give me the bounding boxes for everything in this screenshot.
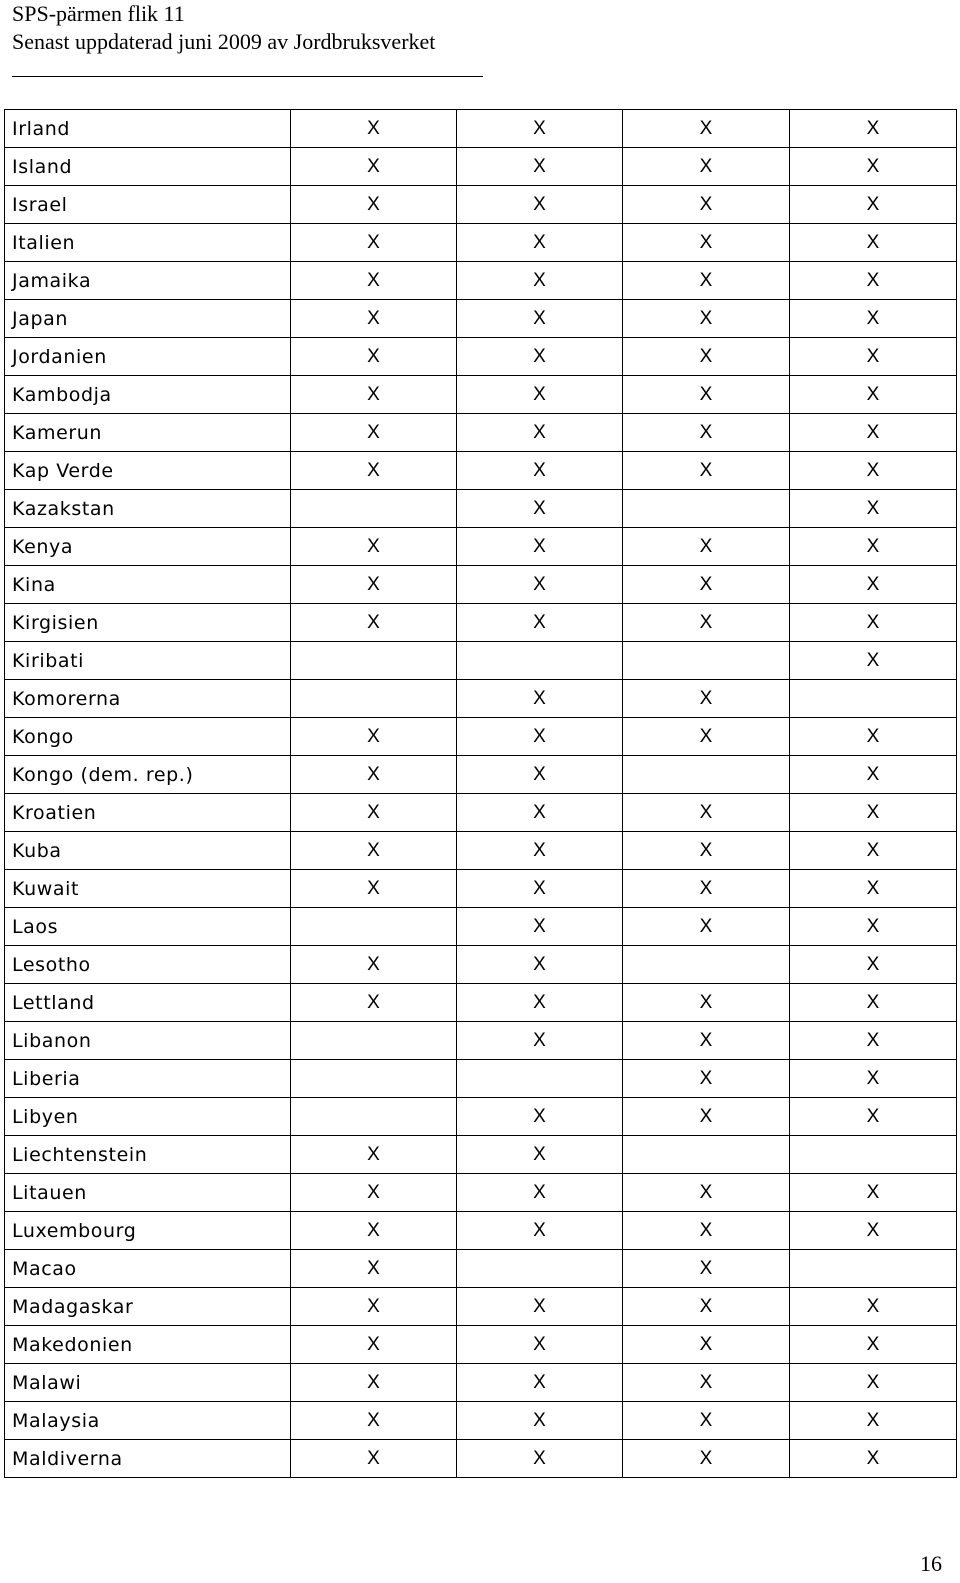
mark-cell-col-3: X — [623, 262, 790, 300]
country-name: Kirgisien — [5, 604, 291, 642]
mark-cell-col-2: X — [457, 528, 623, 566]
mark-cell-col-1: X — [291, 262, 457, 300]
mark-cell-col-2: X — [457, 1440, 623, 1478]
mark-cell-col-3: X — [623, 1250, 790, 1288]
header-document-title: SPS-pärmen flik 11 — [12, 1, 185, 26]
mark-cell-col-1: X — [291, 566, 457, 604]
country-name: Komorerna — [5, 680, 291, 718]
mark-cell-col-2: X — [457, 870, 623, 908]
mark-cell-col-4: X — [790, 946, 957, 984]
mark-cell-col-1: X — [291, 984, 457, 1022]
mark-cell-col-2: X — [457, 604, 623, 642]
mark-cell-col-2: X — [457, 262, 623, 300]
mark-cell-col-3: X — [623, 414, 790, 452]
mark-cell-col-3: X — [623, 1060, 790, 1098]
mark-cell-col-3: X — [623, 186, 790, 224]
table-row — [5, 1174, 957, 1212]
country-name: Liechtenstein — [5, 1136, 291, 1174]
mark-cell-col-1: X — [291, 224, 457, 262]
mark-cell-col-1 — [291, 490, 457, 528]
country-name: Malawi — [5, 1364, 291, 1402]
mark-cell-col-3: X — [623, 148, 790, 186]
mark-cell-col-2: X — [457, 452, 623, 490]
table-row — [5, 1326, 957, 1364]
mark-cell-col-3: X — [623, 566, 790, 604]
mark-cell-col-4: X — [790, 1440, 957, 1478]
table-row — [5, 984, 957, 1022]
mark-cell-col-2: X — [457, 946, 623, 984]
mark-cell-col-4: X — [790, 794, 957, 832]
mark-cell-col-1: X — [291, 376, 457, 414]
mark-cell-col-4: X — [790, 908, 957, 946]
mark-cell-col-2: X — [457, 490, 623, 528]
mark-cell-col-1: X — [291, 186, 457, 224]
country-name: Kuwait — [5, 870, 291, 908]
mark-cell-col-1: X — [291, 1326, 457, 1364]
mark-cell-col-1: X — [291, 946, 457, 984]
mark-cell-col-1 — [291, 1022, 457, 1060]
mark-cell-col-3: X — [623, 452, 790, 490]
country-name: Kuba — [5, 832, 291, 870]
mark-cell-col-3: X — [623, 1326, 790, 1364]
table-row — [5, 908, 957, 946]
mark-cell-col-4: X — [790, 756, 957, 794]
header-update-note: Senast uppdaterad juni 2009 av Jordbruksverket — [12, 29, 436, 54]
country-name: Libyen — [5, 1098, 291, 1136]
mark-cell-col-1: X — [291, 300, 457, 338]
mark-cell-col-1: X — [291, 110, 457, 148]
table-row — [5, 604, 957, 642]
country-name: Irland — [5, 110, 291, 148]
mark-cell-col-4: X — [790, 1326, 957, 1364]
country-name: Makedonien — [5, 1326, 291, 1364]
mark-cell-col-1: X — [291, 870, 457, 908]
country-name: Kamerun — [5, 414, 291, 452]
table-row — [5, 680, 957, 718]
mark-cell-col-3 — [623, 946, 790, 984]
mark-cell-col-2: X — [457, 1364, 623, 1402]
mark-cell-col-2: X — [457, 832, 623, 870]
mark-cell-col-2: X — [457, 186, 623, 224]
country-table — [4, 109, 957, 1478]
country-name: Lettland — [5, 984, 291, 1022]
mark-cell-col-1: X — [291, 1250, 457, 1288]
mark-cell-col-3: X — [623, 528, 790, 566]
country-name: Japan — [5, 300, 291, 338]
mark-cell-col-2: X — [457, 718, 623, 756]
mark-cell-col-1: X — [291, 338, 457, 376]
mark-cell-col-4: X — [790, 832, 957, 870]
country-name: Libanon — [5, 1022, 291, 1060]
mark-cell-col-2: X — [457, 1136, 623, 1174]
mark-cell-col-3 — [623, 1136, 790, 1174]
mark-cell-col-3: X — [623, 604, 790, 642]
mark-cell-col-3: X — [623, 832, 790, 870]
mark-cell-col-2: X — [457, 1212, 623, 1250]
mark-cell-col-1: X — [291, 1212, 457, 1250]
mark-cell-col-4: X — [790, 338, 957, 376]
mark-cell-col-3: X — [623, 1212, 790, 1250]
page-number: 16 — [920, 1551, 942, 1576]
table-row — [5, 300, 957, 338]
mark-cell-col-3: X — [623, 1174, 790, 1212]
country-name: Madagaskar — [5, 1288, 291, 1326]
mark-cell-col-2: X — [457, 224, 623, 262]
mark-cell-col-4: X — [790, 1174, 957, 1212]
mark-cell-col-4: X — [790, 528, 957, 566]
mark-cell-col-2 — [457, 1250, 623, 1288]
mark-cell-col-3 — [623, 642, 790, 680]
mark-cell-col-4: X — [790, 300, 957, 338]
country-table-body — [5, 110, 957, 1478]
table-row — [5, 566, 957, 604]
mark-cell-col-2: X — [457, 908, 623, 946]
table-row — [5, 414, 957, 452]
mark-cell-col-2: X — [457, 1022, 623, 1060]
mark-cell-col-2: X — [457, 300, 623, 338]
mark-cell-col-4: X — [790, 376, 957, 414]
mark-cell-col-3: X — [623, 110, 790, 148]
table-row — [5, 452, 957, 490]
table-row — [5, 1060, 957, 1098]
mark-cell-col-2 — [457, 1060, 623, 1098]
country-name: Kongo — [5, 718, 291, 756]
mark-cell-col-2: X — [457, 984, 623, 1022]
table-row — [5, 224, 957, 262]
mark-cell-col-4: X — [790, 1212, 957, 1250]
mark-cell-col-1 — [291, 642, 457, 680]
country-name: Jamaika — [5, 262, 291, 300]
mark-cell-col-2: X — [457, 1174, 623, 1212]
mark-cell-col-3: X — [623, 376, 790, 414]
mark-cell-col-4: X — [790, 110, 957, 148]
table-row — [5, 1098, 957, 1136]
country-name: Island — [5, 148, 291, 186]
mark-cell-col-1: X — [291, 414, 457, 452]
table-row — [5, 262, 957, 300]
mark-cell-col-4: X — [790, 262, 957, 300]
table-row — [5, 1440, 957, 1478]
mark-cell-col-2: X — [457, 1288, 623, 1326]
country-name: Litauen — [5, 1174, 291, 1212]
mark-cell-col-1: X — [291, 528, 457, 566]
mark-cell-col-3: X — [623, 908, 790, 946]
table-row — [5, 946, 957, 984]
country-name: Liberia — [5, 1060, 291, 1098]
table-row — [5, 1402, 957, 1440]
country-name: Italien — [5, 224, 291, 262]
page-header — [12, 0, 435, 56]
mark-cell-col-4: X — [790, 414, 957, 452]
mark-cell-col-2: X — [457, 376, 623, 414]
mark-cell-col-3: X — [623, 680, 790, 718]
mark-cell-col-3 — [623, 756, 790, 794]
country-name: Maldiverna — [5, 1440, 291, 1478]
mark-cell-col-4: X — [790, 1364, 957, 1402]
mark-cell-col-4: X — [790, 224, 957, 262]
table-row — [5, 642, 957, 680]
table-row — [5, 1212, 957, 1250]
mark-cell-col-4: X — [790, 566, 957, 604]
mark-cell-col-1 — [291, 1060, 457, 1098]
table-row — [5, 1250, 957, 1288]
mark-cell-col-1 — [291, 908, 457, 946]
mark-cell-col-2: X — [457, 148, 623, 186]
table-row — [5, 832, 957, 870]
mark-cell-col-1: X — [291, 1402, 457, 1440]
mark-cell-col-4: X — [790, 870, 957, 908]
country-name: Malaysia — [5, 1402, 291, 1440]
country-name: Kambodja — [5, 376, 291, 414]
table-row — [5, 870, 957, 908]
mark-cell-col-4 — [790, 1136, 957, 1174]
mark-cell-col-2: X — [457, 756, 623, 794]
country-name: Israel — [5, 186, 291, 224]
table-row — [5, 1288, 957, 1326]
country-name: Jordanien — [5, 338, 291, 376]
mark-cell-col-2: X — [457, 338, 623, 376]
mark-cell-col-3: X — [623, 1440, 790, 1478]
mark-cell-col-2: X — [457, 1098, 623, 1136]
mark-cell-col-3: X — [623, 338, 790, 376]
country-name: Kiribati — [5, 642, 291, 680]
mark-cell-col-2: X — [457, 566, 623, 604]
mark-cell-col-4: X — [790, 186, 957, 224]
country-name: Kazakstan — [5, 490, 291, 528]
mark-cell-col-1: X — [291, 1288, 457, 1326]
mark-cell-col-1: X — [291, 1174, 457, 1212]
country-name: Kenya — [5, 528, 291, 566]
table-row — [5, 186, 957, 224]
mark-cell-col-4: X — [790, 148, 957, 186]
mark-cell-col-1 — [291, 1098, 457, 1136]
mark-cell-col-3: X — [623, 1402, 790, 1440]
mark-cell-col-3: X — [623, 794, 790, 832]
mark-cell-col-4: X — [790, 718, 957, 756]
mark-cell-col-2: X — [457, 1402, 623, 1440]
mark-cell-col-3 — [623, 490, 790, 528]
mark-cell-col-3: X — [623, 1022, 790, 1060]
mark-cell-col-2: X — [457, 110, 623, 148]
mark-cell-col-2: X — [457, 414, 623, 452]
table-row — [5, 148, 957, 186]
table-row — [5, 490, 957, 528]
mark-cell-col-4: X — [790, 1060, 957, 1098]
table-row — [5, 338, 957, 376]
mark-cell-col-4: X — [790, 1402, 957, 1440]
mark-cell-col-3: X — [623, 870, 790, 908]
mark-cell-col-1: X — [291, 718, 457, 756]
mark-cell-col-2 — [457, 642, 623, 680]
mark-cell-col-1 — [291, 680, 457, 718]
mark-cell-col-3: X — [623, 1098, 790, 1136]
mark-cell-col-1: X — [291, 604, 457, 642]
country-name: Kina — [5, 566, 291, 604]
mark-cell-col-1: X — [291, 794, 457, 832]
mark-cell-col-4 — [790, 1250, 957, 1288]
table-row — [5, 756, 957, 794]
country-name: Kroatien — [5, 794, 291, 832]
mark-cell-col-4: X — [790, 452, 957, 490]
table-row — [5, 110, 957, 148]
country-name: Luxembourg — [5, 1212, 291, 1250]
mark-cell-col-3: X — [623, 300, 790, 338]
header-divider — [12, 76, 483, 77]
table-row — [5, 1364, 957, 1402]
country-name: Kongo (dem. rep.) — [5, 756, 291, 794]
table-row — [5, 794, 957, 832]
mark-cell-col-1: X — [291, 756, 457, 794]
mark-cell-col-1: X — [291, 452, 457, 490]
mark-cell-col-4: X — [790, 642, 957, 680]
mark-cell-col-1: X — [291, 1364, 457, 1402]
mark-cell-col-1: X — [291, 1136, 457, 1174]
mark-cell-col-3: X — [623, 984, 790, 1022]
mark-cell-col-2: X — [457, 1326, 623, 1364]
mark-cell-col-2: X — [457, 680, 623, 718]
mark-cell-col-1: X — [291, 1440, 457, 1478]
mark-cell-col-4: X — [790, 1022, 957, 1060]
country-name: Lesotho — [5, 946, 291, 984]
table-row — [5, 376, 957, 414]
table-row — [5, 1136, 957, 1174]
mark-cell-col-3: X — [623, 1364, 790, 1402]
mark-cell-col-1: X — [291, 832, 457, 870]
mark-cell-col-3: X — [623, 224, 790, 262]
table-row — [5, 1022, 957, 1060]
mark-cell-col-1: X — [291, 148, 457, 186]
mark-cell-col-4: X — [790, 490, 957, 528]
mark-cell-col-4: X — [790, 1098, 957, 1136]
country-name: Macao — [5, 1250, 291, 1288]
table-row — [5, 718, 957, 756]
mark-cell-col-3: X — [623, 1288, 790, 1326]
country-name: Kap Verde — [5, 452, 291, 490]
country-name: Laos — [5, 908, 291, 946]
mark-cell-col-4 — [790, 680, 957, 718]
mark-cell-col-4: X — [790, 1288, 957, 1326]
mark-cell-col-4: X — [790, 604, 957, 642]
mark-cell-col-3: X — [623, 718, 790, 756]
mark-cell-col-2: X — [457, 794, 623, 832]
mark-cell-col-4: X — [790, 984, 957, 1022]
table-row — [5, 528, 957, 566]
